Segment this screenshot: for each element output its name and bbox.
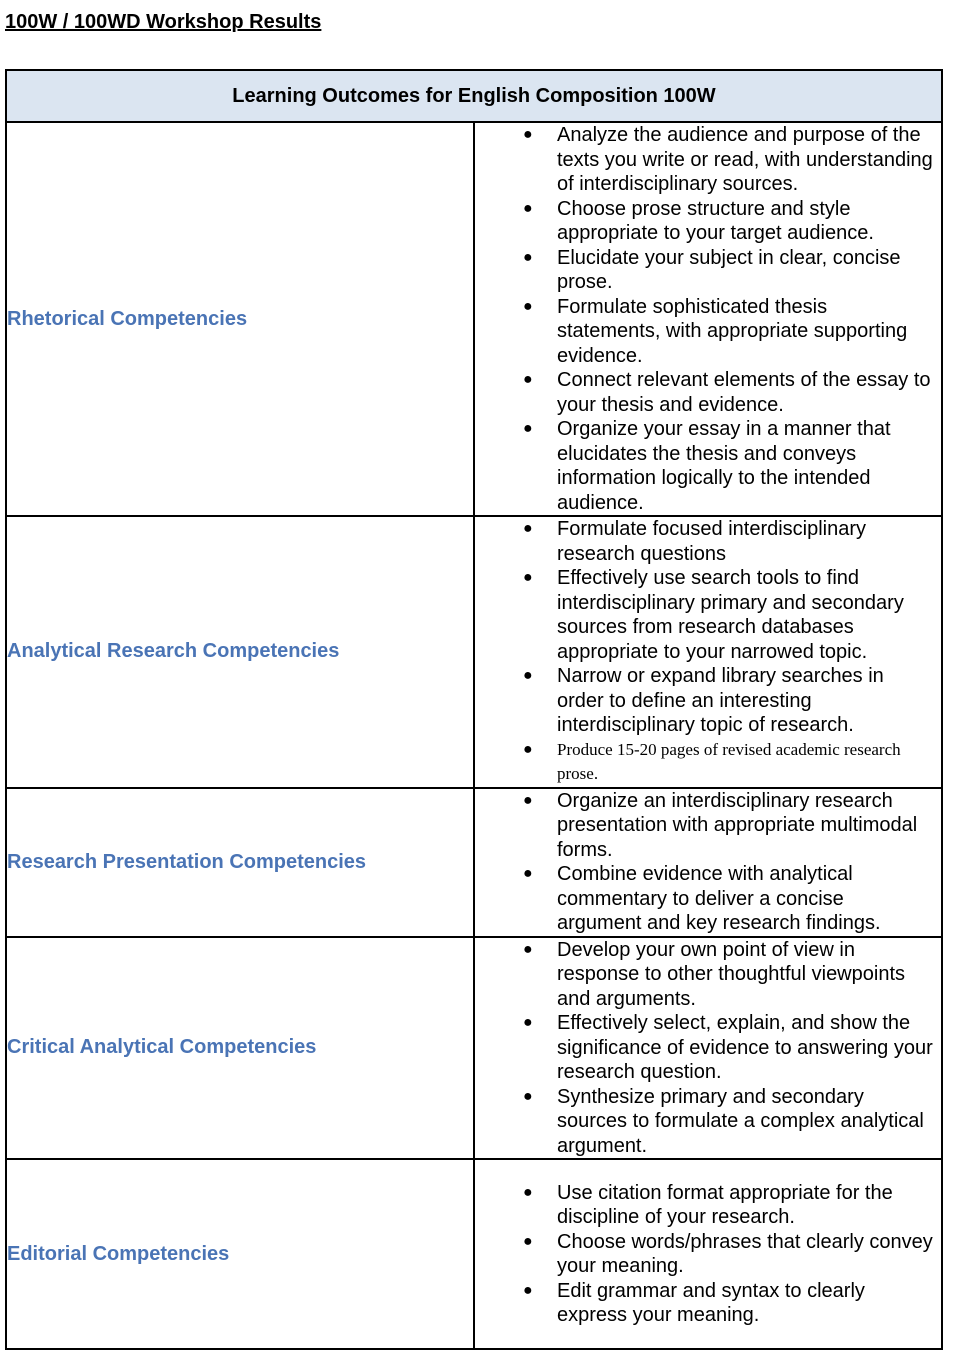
outcome-list — [475, 1181, 941, 1328]
table-row-rhetorical — [6, 122, 942, 516]
outcomes-research-presentation — [474, 788, 942, 937]
outcome-list — [475, 938, 941, 1159]
outcome-item: ● Effectively select, explain, and show the significance of evidence to answering your research question. — [475, 1011, 941, 1085]
outcome-list — [475, 517, 941, 787]
outcome-item: ● Synthesize primary and secondary sources to formulate a complex analytical argument. — [475, 1085, 941, 1159]
outcome-item: ● Choose prose structure and style appropriate to your target audience. — [475, 197, 941, 246]
page-title: 100W / 100WD Workshop Results — [5, 11, 322, 33]
category-critical-analytical: Critical Analytical Competencies — [6, 937, 474, 1160]
table-row-critical-analytical — [6, 937, 942, 1160]
category-editorial: Editorial Competencies — [6, 1159, 474, 1349]
outcome-item: ● Narrow or expand library searches in order to define an interesting interdisciplinary topic of research. — [475, 664, 941, 738]
table-header-row — [6, 70, 942, 122]
outcomes-analytical-research — [474, 516, 942, 788]
outcome-list — [475, 789, 941, 936]
table-header: Learning Outcomes for English Composition 100W — [6, 70, 942, 122]
outcome-list — [475, 123, 941, 515]
outcome-item: ● Edit grammar and syntax to clearly express your meaning. — [475, 1279, 941, 1328]
outcome-item: ● Produce 15-20 pages of revised academic research prose. — [475, 738, 941, 787]
outcome-item: ● Formulate focused interdisciplinary research questions — [475, 517, 941, 566]
outcome-item: ● Organize your essay in a manner that elucidates the thesis and conveys information logically to the intended audience. — [475, 417, 941, 515]
learning-outcomes-table — [5, 69, 943, 1350]
outcome-item: ● Elucidate your subject in clear, concise prose. — [475, 246, 941, 295]
outcome-item: ● Analyze the audience and purpose of the texts you write or read, with understanding of interdisciplinary sources. — [475, 123, 941, 197]
table-row-research-presentation — [6, 788, 942, 937]
outcome-item: ● Organize an interdisciplinary research presentation with appropriate multimodal forms. — [475, 789, 941, 863]
outcome-item: ● Formulate sophisticated thesis statements, with appropriate supporting evidence. — [475, 295, 941, 369]
category-rhetorical: Rhetorical Competencies — [6, 122, 474, 516]
outcome-item: ● Effectively use search tools to find interdisciplinary primary and secondary sources from research databases appropriate to your narrowed topic. — [475, 566, 941, 664]
table-row-editorial — [6, 1159, 942, 1349]
outcomes-editorial — [474, 1159, 942, 1349]
outcome-item: ● Combine evidence with analytical commentary to deliver a concise argument and key research findings. — [475, 862, 941, 936]
outcome-item: ● Use citation format appropriate for the discipline of your research. — [475, 1181, 941, 1230]
table-row-analytical-research — [6, 516, 942, 788]
outcome-item: ● Choose words/phrases that clearly convey your meaning. — [475, 1230, 941, 1279]
outcomes-rhetorical — [474, 122, 942, 516]
outcome-item: ● Develop your own point of view in response to other thoughtful viewpoints and arguments. — [475, 938, 941, 1012]
category-research-presentation: Research Presentation Competencies — [6, 788, 474, 937]
category-analytical-research: Analytical Research Competencies — [6, 516, 474, 788]
outcome-item: ● Connect relevant elements of the essay to your thesis and evidence. — [475, 368, 941, 417]
outcomes-critical-analytical — [474, 937, 942, 1160]
